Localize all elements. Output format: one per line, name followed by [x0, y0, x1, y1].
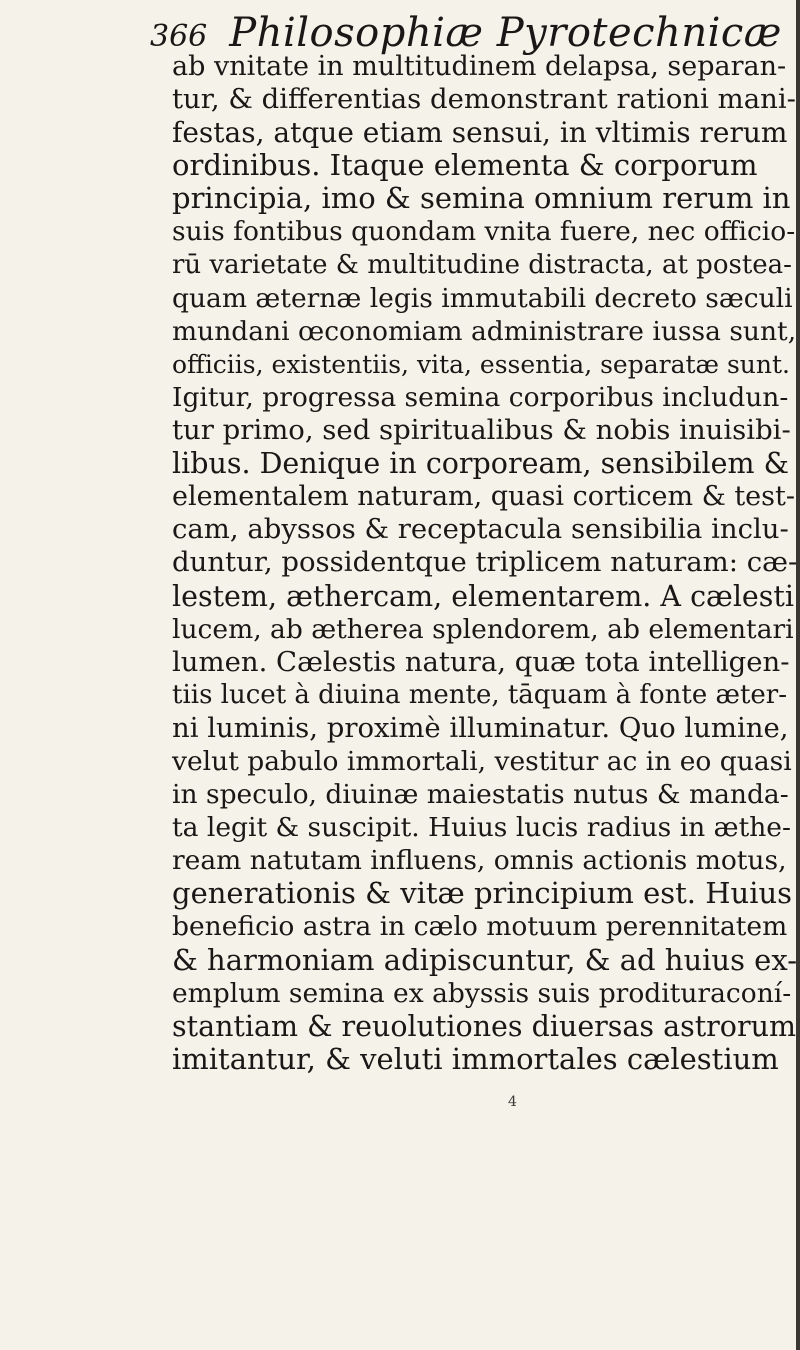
text-line: cam, abyssos & receptacula sensibilia inclu-	[172, 513, 789, 546]
text-line: mundani œconomiam administrare iussa sunt,	[172, 315, 797, 347]
body-text	[172, 50, 797, 1076]
running-title: Philosophiæ Pyrotechnicæ	[229, 10, 782, 56]
text-line: quam æternæ legis immutabili decreto sæculi	[172, 282, 793, 314]
text-line: lestem, æthercam, elementarem. A cælesti	[172, 579, 794, 613]
text-line: lumen. Cælestis natura, quæ tota intelligen-	[172, 645, 790, 678]
text-line: rū varietate & multitudine distracta, at postea-	[172, 249, 792, 280]
text-line: ab vnitate in multitudinem delapsa, separan-	[172, 51, 787, 82]
text-line: duntur, possidentque triplicem naturam: cæ-	[172, 546, 798, 579]
page-number: 366	[150, 19, 208, 54]
catchword: 4	[508, 1094, 517, 1110]
text-line: generationis & vitæ principium est. Huius	[172, 876, 793, 911]
text-line: lucem, ab ætherea splendorem, ab elementari	[172, 613, 794, 645]
text-line: officiis, existentiis, vita, essentia, separatæ sunt.	[172, 349, 791, 379]
text-line: imitantur, & veluti immortales cælestium	[172, 1041, 779, 1076]
text-line: suis fontibus quondam vnita fuere, nec officio-	[172, 216, 796, 248]
text-line: ordinibus. Itaque elementa & corporum	[172, 148, 758, 183]
text-line: tur primo, sed spiritualibus & nobis inuisibi-	[172, 414, 791, 447]
text-line: libus. Denique in corpoream, sensibilem &	[172, 447, 789, 481]
text-line: velut pabulo immortali, vestitur ac in eo quasi	[172, 745, 792, 777]
text-line: ream natutam influens, omnis actionis motus,	[172, 845, 787, 877]
text-line: & harmoniam adipiscuntur, & ad huius ex-	[172, 942, 797, 977]
text-line: tur, & differentias demonstrant rationi mani-	[172, 83, 796, 116]
text-line: tiis lucet à diuina mente, tāquam à fonte æter-	[172, 679, 787, 710]
text-line: emplum semina ex abyssis suis prodituraconí-	[172, 977, 792, 1009]
text-line: beneficio astra in cælo motuum perennitatem	[172, 911, 788, 943]
text-line: elementalem naturam, quasi corticem & test-	[172, 481, 795, 513]
text-line: ni luminis, proximè illuminatur. Quo lumine,	[172, 711, 789, 744]
text-line: stantiam & reuolutiones diuersas astrorum	[172, 1009, 796, 1043]
text-line: in speculo, diuinæ maiestatis nutus & manda-	[172, 779, 789, 811]
text-line: principia, imo & semina omnium rerum in	[172, 181, 791, 216]
text-line: Igitur, progressa semina corporibus includun-	[172, 381, 789, 413]
text-line: ta legit & suscipit. Huius lucis radius in æthe-	[172, 812, 791, 844]
text-line: festas, atque etiam sensui, in vltimis rerum	[172, 116, 788, 150]
